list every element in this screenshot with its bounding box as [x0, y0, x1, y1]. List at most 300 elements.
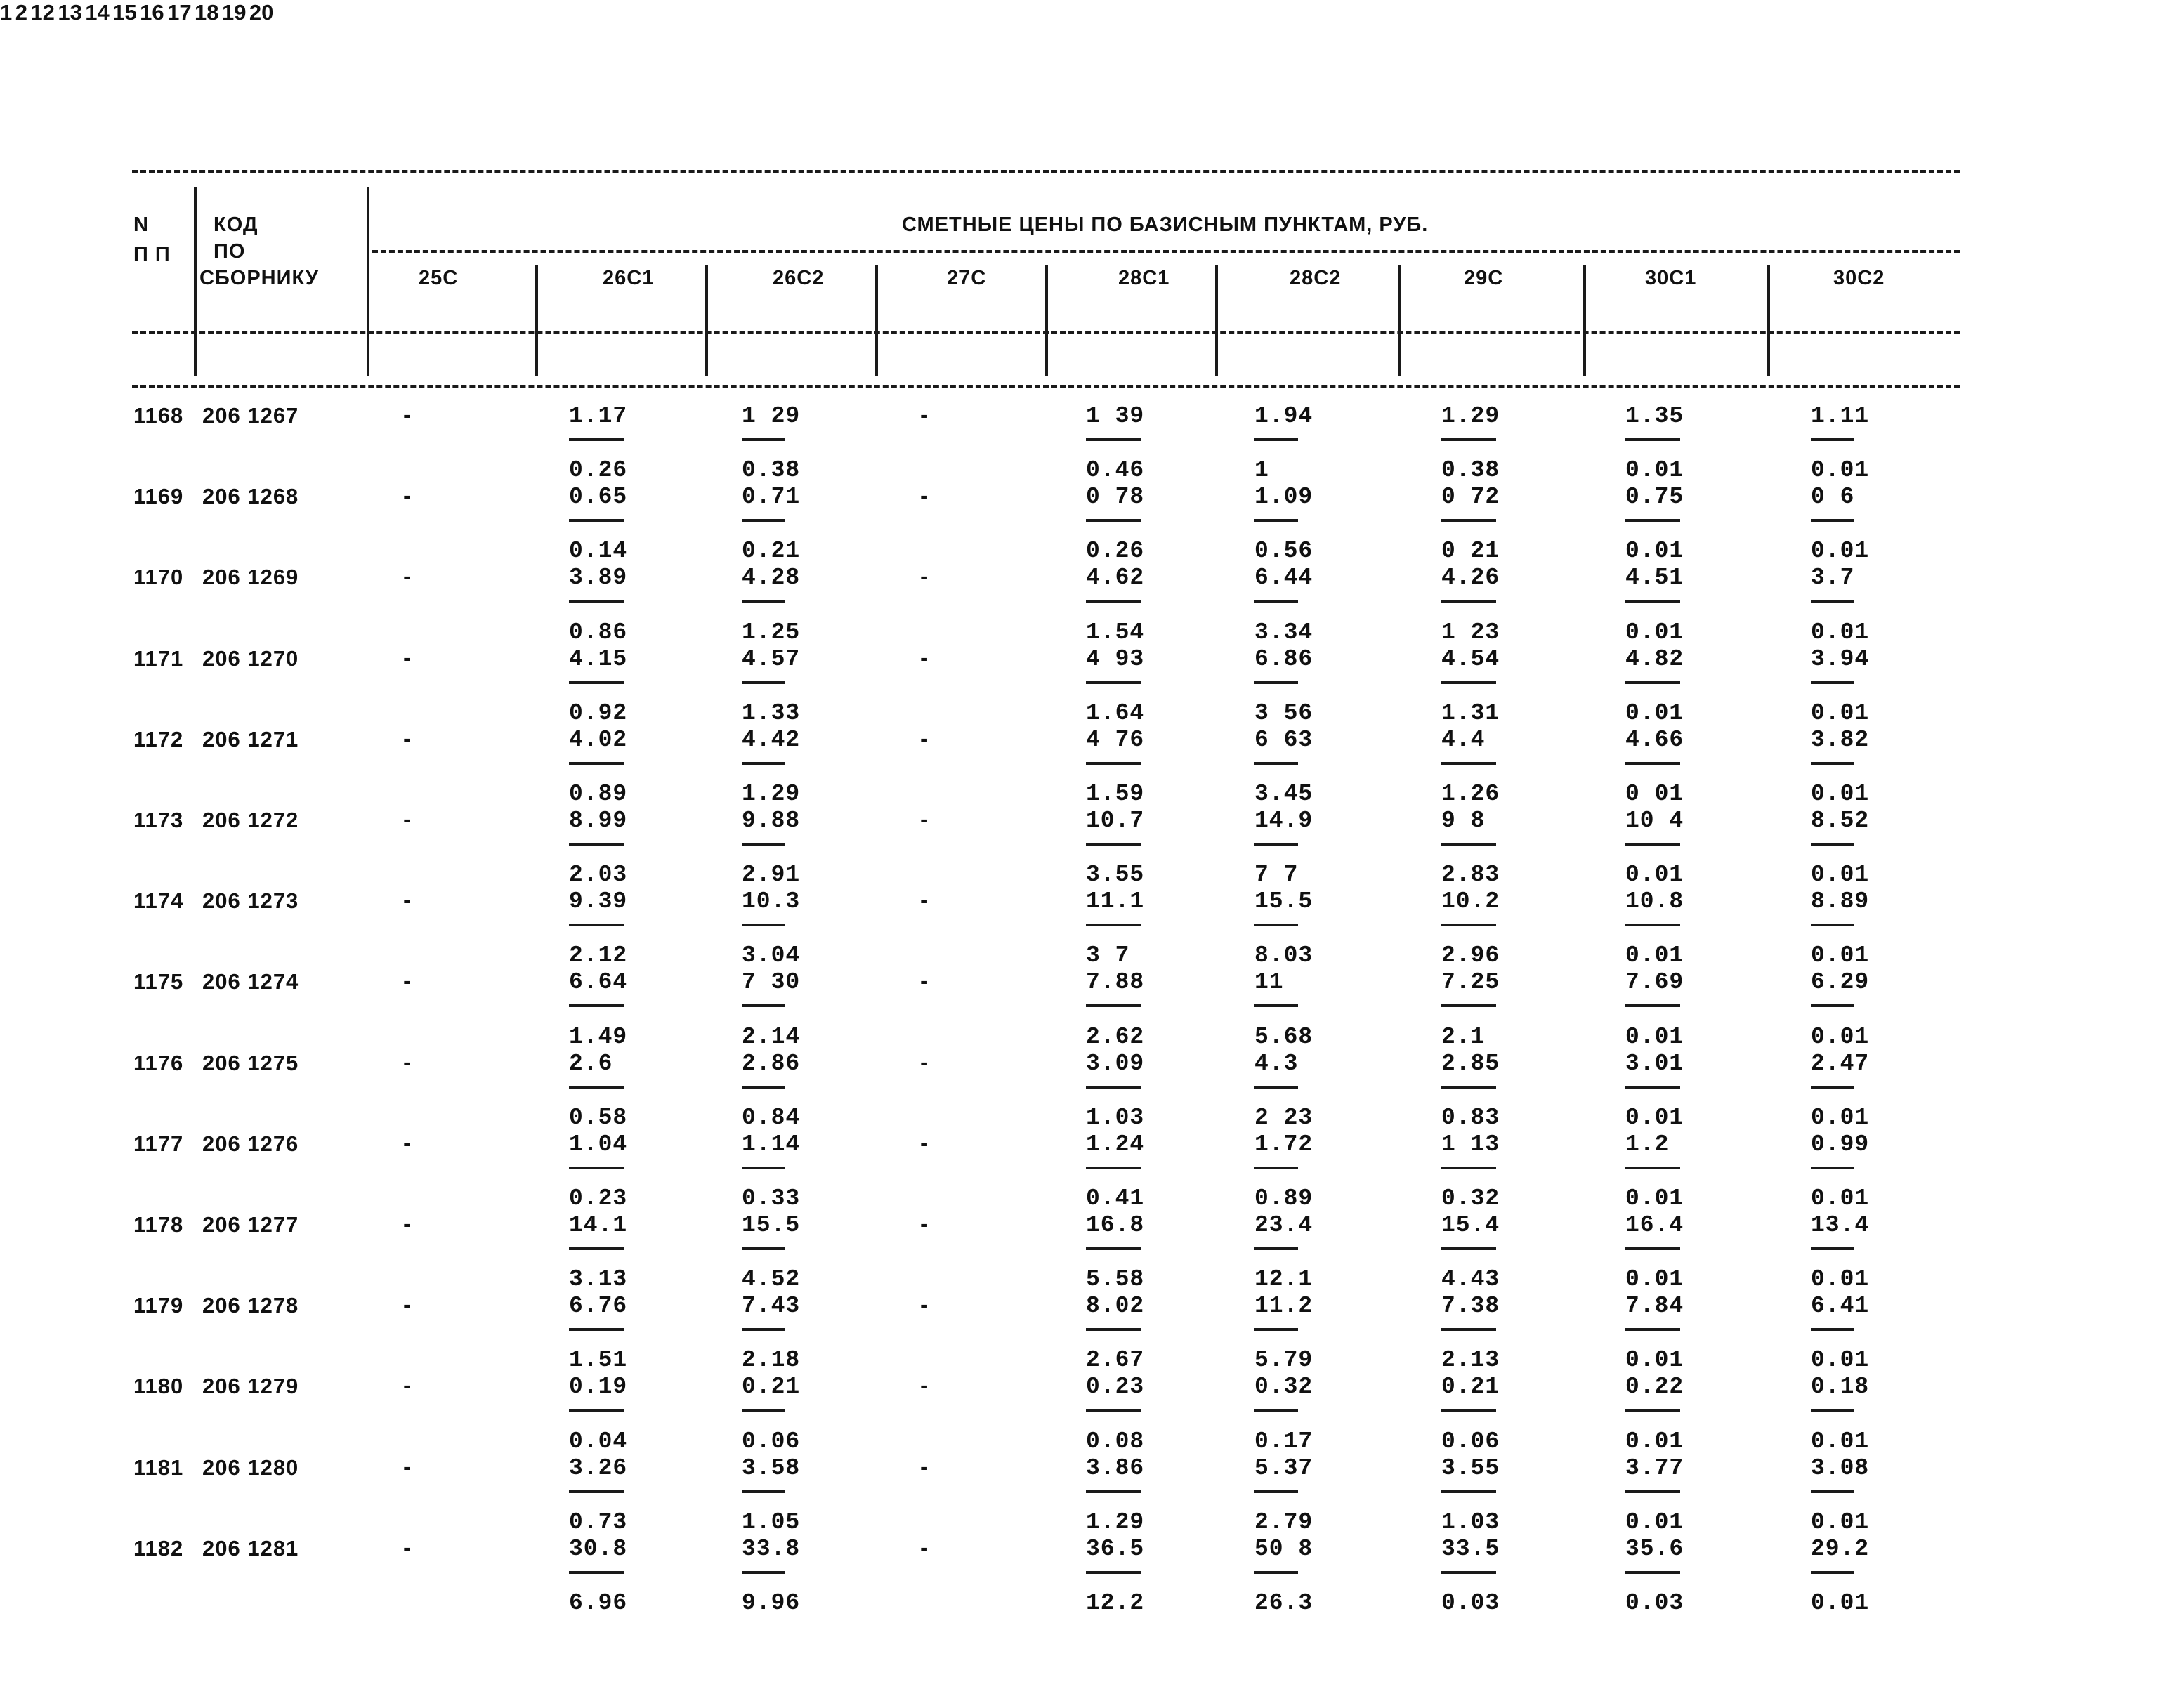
fraction-bar — [1086, 1328, 1141, 1331]
price-denominator: 2.12 — [569, 942, 628, 969]
price-numerator: 0.19 — [569, 1374, 628, 1400]
fraction-bar — [1254, 843, 1298, 846]
price-numerator: 10.2 — [1441, 888, 1500, 915]
fraction-bar — [1811, 1328, 1854, 1331]
group-header-rule — [372, 250, 1960, 253]
price-numerator: 4.15 — [569, 645, 628, 672]
header-separator — [367, 187, 369, 376]
price-numerator: 11 — [1254, 969, 1284, 996]
price-numerator: 0.75 — [1625, 484, 1684, 511]
price-denominator: 0.01 — [1811, 1023, 1870, 1050]
column-number: 16 — [140, 0, 164, 25]
header-separator — [875, 265, 878, 376]
row-number: 1169 — [133, 484, 184, 509]
fraction-bar — [1441, 519, 1496, 522]
fraction-bar — [1811, 1167, 1854, 1169]
price-denominator: 26.3 — [1254, 1590, 1313, 1616]
fraction-bar — [742, 1409, 785, 1412]
price-numerator: 10.8 — [1625, 888, 1684, 915]
price-denominator: 0.01 — [1625, 538, 1684, 565]
price-denominator: 2.96 — [1441, 942, 1500, 969]
price-denominator: 2.79 — [1254, 1509, 1313, 1535]
fraction-bar — [1254, 681, 1298, 684]
price-numerator: 3.55 — [1441, 1454, 1500, 1481]
price-denominator: 0.01 — [1811, 1266, 1870, 1293]
column-number: 17 — [167, 0, 192, 25]
price-denominator: 0.89 — [569, 781, 628, 807]
price-denominator: 0.01 — [1811, 1590, 1870, 1616]
row-code: 206 1271 — [202, 726, 299, 751]
price-numerator: 9.39 — [569, 888, 628, 915]
price-denominator: 1.03 — [1441, 1509, 1500, 1535]
price-numerator: 3.77 — [1625, 1454, 1684, 1481]
empty-cell-25c: - — [403, 482, 412, 510]
price-numerator: 4.02 — [569, 726, 628, 753]
price-column-header: 29С — [1464, 267, 1504, 289]
price-denominator: 0.01 — [1811, 781, 1870, 807]
price-denominator: 0.83 — [1441, 1104, 1500, 1131]
price-denominator: 1.03 — [1086, 1104, 1145, 1131]
fraction-bar — [1811, 1571, 1854, 1574]
price-denominator: 2.67 — [1086, 1347, 1145, 1374]
price-numerator: 7.69 — [1625, 969, 1684, 996]
price-numerator: 0.21 — [742, 1374, 801, 1400]
price-denominator: 0.17 — [1254, 1428, 1313, 1454]
price-numerator: 6.86 — [1254, 645, 1313, 672]
row-number: 1176 — [133, 1050, 184, 1075]
header-pp-label: П П — [133, 243, 171, 265]
fraction-bar — [1811, 519, 1854, 522]
price-denominator: 2.14 — [742, 1023, 801, 1050]
fraction-bar — [569, 681, 624, 684]
price-numerator: 2.85 — [1441, 1050, 1500, 1077]
fraction-bar — [742, 924, 785, 926]
fraction-bar — [1086, 924, 1141, 926]
price-denominator: 0.73 — [569, 1509, 628, 1535]
price-denominator: 0.26 — [569, 457, 628, 484]
price-denominator: 0.01 — [1625, 1428, 1684, 1454]
price-numerator: 4 93 — [1086, 645, 1145, 672]
price-numerator: 0.21 — [1441, 1374, 1500, 1400]
price-numerator: 3.08 — [1811, 1454, 1870, 1481]
fraction-bar — [1441, 1247, 1496, 1250]
header-separator — [1583, 265, 1586, 376]
fraction-bar — [1441, 438, 1496, 441]
fraction-bar — [742, 1247, 785, 1250]
price-numerator: 1.29 — [1441, 403, 1500, 429]
row-number: 1168 — [133, 403, 184, 428]
fraction-bar — [1086, 519, 1141, 522]
price-numerator: 11.2 — [1254, 1293, 1313, 1320]
price-numerator: 0.23 — [1086, 1374, 1145, 1400]
fraction-bar — [1625, 1167, 1680, 1169]
header-separator — [1398, 265, 1401, 376]
fraction-bar — [569, 1247, 624, 1250]
row-code: 206 1273 — [202, 888, 299, 914]
price-numerator: 1.11 — [1811, 403, 1870, 429]
price-numerator: 11.1 — [1086, 888, 1145, 915]
price-numerator: 15.5 — [1254, 888, 1313, 915]
price-numerator: 14.9 — [1254, 808, 1313, 834]
table-top-rule — [132, 170, 1960, 173]
fraction-bar — [742, 681, 785, 684]
row-code: 206 1267 — [202, 403, 299, 428]
fraction-bar — [1625, 1490, 1680, 1493]
price-denominator: 0.38 — [1441, 457, 1500, 484]
fraction-bar — [1086, 1167, 1141, 1169]
fraction-bar — [1254, 1328, 1298, 1331]
price-numerator: 2.6 — [569, 1050, 613, 1077]
price-numerator: 4 76 — [1086, 726, 1145, 753]
price-numerator: 36.5 — [1086, 1535, 1145, 1562]
price-column-header: 26С1 — [603, 267, 655, 289]
empty-cell-27c: - — [920, 563, 929, 591]
price-denominator: 0.01 — [1811, 1347, 1870, 1374]
row-number: 1177 — [133, 1131, 184, 1156]
fraction-bar — [569, 924, 624, 926]
price-denominator: 0.01 — [1625, 1509, 1684, 1535]
price-numerator: 1.14 — [742, 1131, 801, 1157]
price-denominator: 0.01 — [1811, 699, 1870, 726]
price-numerator: 0.22 — [1625, 1374, 1684, 1400]
price-denominator: 0.46 — [1086, 457, 1145, 484]
price-denominator: 1.54 — [1086, 619, 1145, 645]
price-denominator: 0.23 — [569, 1185, 628, 1211]
row-code: 206 1279 — [202, 1374, 299, 1399]
price-numerator: 1.09 — [1254, 484, 1313, 511]
price-denominator: 3.13 — [569, 1266, 628, 1293]
price-denominator: 0.01 — [1625, 1104, 1684, 1131]
empty-cell-27c: - — [920, 1211, 929, 1237]
price-denominator: 4.52 — [742, 1266, 801, 1293]
fraction-bar — [1086, 843, 1141, 846]
price-denominator: 0.01 — [1625, 699, 1684, 726]
empty-cell-25c: - — [403, 887, 412, 914]
empty-cell-27c: - — [920, 482, 929, 510]
empty-cell-25c: - — [403, 402, 412, 428]
fraction-bar — [742, 1328, 785, 1331]
price-denominator: 2 23 — [1254, 1104, 1313, 1131]
price-numerator: 0.18 — [1811, 1374, 1870, 1400]
price-denominator: 0.01 — [1811, 862, 1870, 888]
price-denominator: 0 01 — [1625, 781, 1684, 807]
price-numerator: 9.88 — [742, 808, 801, 834]
price-denominator: 0.26 — [1086, 538, 1145, 565]
fraction-bar — [1625, 843, 1680, 846]
price-numerator: 0 72 — [1441, 484, 1500, 511]
fraction-bar — [1086, 1247, 1141, 1250]
fraction-bar — [1811, 1004, 1854, 1007]
fraction-bar — [1441, 924, 1496, 926]
price-numerator: 3.01 — [1625, 1050, 1684, 1077]
fraction-bar — [1811, 843, 1854, 846]
fraction-bar — [569, 762, 624, 765]
fraction-bar — [1086, 1086, 1141, 1089]
price-numerator: 3.82 — [1811, 726, 1870, 753]
fraction-bar — [1811, 438, 1854, 441]
fraction-bar — [1625, 681, 1680, 684]
header-n-label: N — [133, 214, 149, 236]
empty-cell-25c: - — [403, 968, 412, 995]
fraction-bar — [742, 1490, 785, 1493]
row-code: 206 1278 — [202, 1293, 299, 1318]
price-numerator: 50 8 — [1254, 1535, 1313, 1562]
fraction-bar — [1254, 519, 1298, 522]
price-numerator: 6.76 — [569, 1293, 628, 1320]
row-number: 1170 — [133, 565, 184, 590]
fraction-bar — [569, 1409, 624, 1412]
fraction-bar — [1441, 600, 1496, 603]
column-number: 13 — [58, 0, 82, 25]
price-denominator: 1.05 — [742, 1509, 801, 1535]
group-title: СМЕТНЫЕ ЦЕНЫ ПО БАЗИСНЫМ ПУНКТАМ, РУБ. — [902, 214, 1429, 236]
fraction-bar — [1811, 1409, 1854, 1412]
price-numerator: 6.64 — [569, 969, 628, 996]
row-code: 206 1281 — [202, 1535, 299, 1561]
price-denominator: 2.83 — [1441, 862, 1500, 888]
header-separator — [1215, 265, 1218, 376]
fraction-bar — [1254, 1247, 1298, 1250]
price-denominator: 5.58 — [1086, 1266, 1145, 1293]
price-numerator: 23.4 — [1254, 1212, 1313, 1238]
price-numerator: 8.52 — [1811, 808, 1870, 834]
fraction-bar — [1625, 438, 1680, 441]
price-denominator: 2.1 — [1441, 1023, 1486, 1050]
row-number: 1175 — [133, 969, 184, 994]
fraction-bar — [1441, 762, 1496, 765]
price-denominator: 0.21 — [742, 538, 801, 565]
fraction-bar — [1086, 1004, 1141, 1007]
price-denominator: 12.2 — [1086, 1590, 1145, 1616]
price-denominator: 0.06 — [1441, 1428, 1500, 1454]
price-denominator: 3.55 — [1086, 862, 1145, 888]
price-numerator: 16.4 — [1625, 1212, 1684, 1238]
empty-cell-25c: - — [403, 1129, 412, 1157]
price-denominator: 1.49 — [569, 1023, 628, 1050]
price-column-header: 25С — [419, 267, 459, 289]
fraction-bar — [1086, 600, 1141, 603]
price-denominator: 3.34 — [1254, 619, 1313, 645]
price-numerator: 0 6 — [1811, 484, 1855, 511]
price-numerator: 9 8 — [1441, 808, 1486, 834]
price-denominator: 3 56 — [1254, 699, 1313, 726]
price-numerator: 33.5 — [1441, 1535, 1500, 1562]
price-numerator: 1 29 — [742, 403, 801, 429]
price-denominator: 0.01 — [1811, 1509, 1870, 1535]
price-denominator: 0.06 — [742, 1428, 801, 1454]
price-denominator: 1.26 — [1441, 781, 1500, 807]
price-denominator: 0.41 — [1086, 1185, 1145, 1211]
price-denominator: 0.01 — [1811, 619, 1870, 645]
empty-cell-25c: - — [403, 644, 412, 671]
fraction-bar — [742, 600, 785, 603]
header-code-label: ПО — [214, 240, 246, 263]
price-column-header: 28С2 — [1290, 267, 1342, 289]
empty-cell-27c: - — [920, 1049, 929, 1076]
price-numerator: 10.3 — [742, 888, 801, 915]
empty-cell-25c: - — [403, 563, 412, 591]
price-denominator: 0.03 — [1625, 1590, 1684, 1616]
empty-cell-25c: - — [403, 1534, 412, 1561]
fraction-bar — [1811, 681, 1854, 684]
empty-cell-27c: - — [920, 1129, 929, 1157]
fraction-bar — [1254, 438, 1298, 441]
price-numerator: 3.89 — [569, 565, 628, 591]
empty-cell-27c: - — [920, 1292, 929, 1319]
price-numerator: 2.47 — [1811, 1050, 1870, 1077]
price-numerator: 7.43 — [742, 1293, 801, 1320]
price-numerator: 3.09 — [1086, 1050, 1145, 1077]
empty-cell-25c: - — [403, 1372, 412, 1400]
row-number: 1181 — [133, 1454, 184, 1480]
fraction-bar — [1086, 1409, 1141, 1412]
row-number: 1180 — [133, 1374, 184, 1399]
price-denominator: 1 23 — [1441, 619, 1500, 645]
price-numerator: 4.28 — [742, 565, 801, 591]
fraction-bar — [742, 1167, 785, 1169]
price-numerator: 1.94 — [1254, 403, 1313, 429]
empty-cell-27c: - — [920, 1534, 929, 1561]
price-denominator: 0.33 — [742, 1185, 801, 1211]
fraction-bar — [1441, 1409, 1496, 1412]
price-numerator: 3.26 — [569, 1454, 628, 1481]
fraction-bar — [1811, 1490, 1854, 1493]
fraction-bar — [1254, 924, 1298, 926]
price-numerator: 1.72 — [1254, 1131, 1313, 1157]
price-denominator: 1.25 — [742, 619, 801, 645]
column-number: 14 — [85, 0, 110, 25]
fraction-bar — [569, 1328, 624, 1331]
price-numerator: 1.04 — [569, 1131, 628, 1157]
row-number: 1182 — [133, 1535, 184, 1561]
fraction-bar — [1254, 1409, 1298, 1412]
fraction-bar — [1254, 1490, 1298, 1493]
price-denominator: 9.96 — [742, 1590, 801, 1616]
price-denominator: 2.03 — [569, 862, 628, 888]
price-numerator: 3.86 — [1086, 1454, 1145, 1481]
price-denominator: 12.1 — [1254, 1266, 1313, 1293]
price-numerator: 13.4 — [1811, 1212, 1870, 1238]
row-number: 1179 — [133, 1293, 184, 1318]
header-code-label: КОД — [214, 214, 258, 236]
fraction-bar — [1625, 1086, 1680, 1089]
price-denominator: 0.01 — [1625, 619, 1684, 645]
price-denominator: 0.08 — [1086, 1428, 1145, 1454]
fraction-bar — [742, 1086, 785, 1089]
column-number-rule — [132, 385, 1960, 388]
price-denominator: 0.86 — [569, 619, 628, 645]
fraction-bar — [1086, 762, 1141, 765]
fraction-bar — [1625, 519, 1680, 522]
empty-cell-27c: - — [920, 806, 929, 833]
fraction-bar — [569, 1167, 624, 1169]
price-numerator: 7 30 — [742, 969, 801, 996]
price-numerator: 1.2 — [1625, 1131, 1670, 1157]
price-denominator: 0.01 — [1625, 457, 1684, 484]
fraction-bar — [569, 1490, 624, 1493]
price-denominator: 5.79 — [1254, 1347, 1313, 1374]
fraction-bar — [569, 438, 624, 441]
price-numerator: 3.7 — [1811, 565, 1855, 591]
price-numerator: 10 4 — [1625, 808, 1684, 834]
empty-cell-27c: - — [920, 402, 929, 428]
row-code: 206 1275 — [202, 1050, 299, 1075]
empty-cell-25c: - — [403, 1049, 412, 1076]
price-numerator: 6.41 — [1811, 1293, 1870, 1320]
row-code: 206 1276 — [202, 1131, 299, 1156]
price-numerator: 1.35 — [1625, 403, 1684, 429]
fraction-bar — [742, 1004, 785, 1007]
price-denominator: 0.92 — [569, 699, 628, 726]
price-denominator: 0.32 — [1441, 1185, 1500, 1211]
row-code: 206 1269 — [202, 565, 299, 590]
fraction-bar — [1254, 1571, 1298, 1574]
fraction-bar — [569, 519, 624, 522]
price-numerator: 15.4 — [1441, 1212, 1500, 1238]
header-separator — [705, 265, 708, 376]
price-numerator: 4.3 — [1254, 1050, 1299, 1077]
empty-cell-25c: - — [403, 1211, 412, 1237]
empty-cell-25c: - — [403, 1453, 412, 1480]
row-code: 206 1280 — [202, 1454, 299, 1480]
price-numerator: 4.4 — [1441, 726, 1486, 753]
fraction-bar — [1441, 1490, 1496, 1493]
fraction-bar — [569, 843, 624, 846]
empty-cell-25c: - — [403, 806, 412, 833]
fraction-bar — [1254, 600, 1298, 603]
price-numerator: 6.29 — [1811, 969, 1870, 996]
fraction-bar — [1254, 762, 1298, 765]
price-denominator: 1.59 — [1086, 781, 1145, 807]
fraction-bar — [742, 519, 785, 522]
fraction-bar — [1086, 1490, 1141, 1493]
row-number: 1174 — [133, 888, 184, 914]
price-denominator: 2.18 — [742, 1347, 801, 1374]
empty-cell-27c: - — [920, 968, 929, 995]
price-numerator: 3.94 — [1811, 645, 1870, 672]
price-numerator: 0 78 — [1086, 484, 1145, 511]
empty-cell-25c: - — [403, 1292, 412, 1319]
price-denominator: 3.04 — [742, 942, 801, 969]
fraction-bar — [742, 762, 785, 765]
price-denominator: 1.29 — [742, 781, 801, 807]
fraction-bar — [569, 1086, 624, 1089]
price-numerator: 16.8 — [1086, 1212, 1145, 1238]
price-denominator: 0.01 — [1625, 942, 1684, 969]
price-denominator: 8.03 — [1254, 942, 1313, 969]
price-numerator: 1 13 — [1441, 1131, 1500, 1157]
row-code: 206 1277 — [202, 1212, 299, 1237]
fraction-bar — [1254, 1004, 1298, 1007]
price-denominator: 6.96 — [569, 1590, 628, 1616]
price-numerator: 6 63 — [1254, 726, 1313, 753]
price-numerator: 1.17 — [569, 403, 628, 429]
fraction-bar — [742, 1571, 785, 1574]
price-numerator: 0.71 — [742, 484, 801, 511]
fraction-bar — [1625, 1247, 1680, 1250]
price-denominator: 0.03 — [1441, 1590, 1500, 1616]
price-denominator: 0.56 — [1254, 538, 1313, 565]
price-numerator: 30.8 — [569, 1535, 628, 1562]
fraction-bar — [1441, 1571, 1496, 1574]
price-column-header: 28С1 — [1118, 267, 1170, 289]
row-number: 1178 — [133, 1212, 184, 1237]
fraction-bar — [1811, 600, 1854, 603]
price-denominator: 4.43 — [1441, 1266, 1500, 1293]
price-denominator: 0.01 — [1625, 1266, 1684, 1293]
price-denominator: 2.62 — [1086, 1023, 1145, 1050]
fraction-bar — [1811, 762, 1854, 765]
